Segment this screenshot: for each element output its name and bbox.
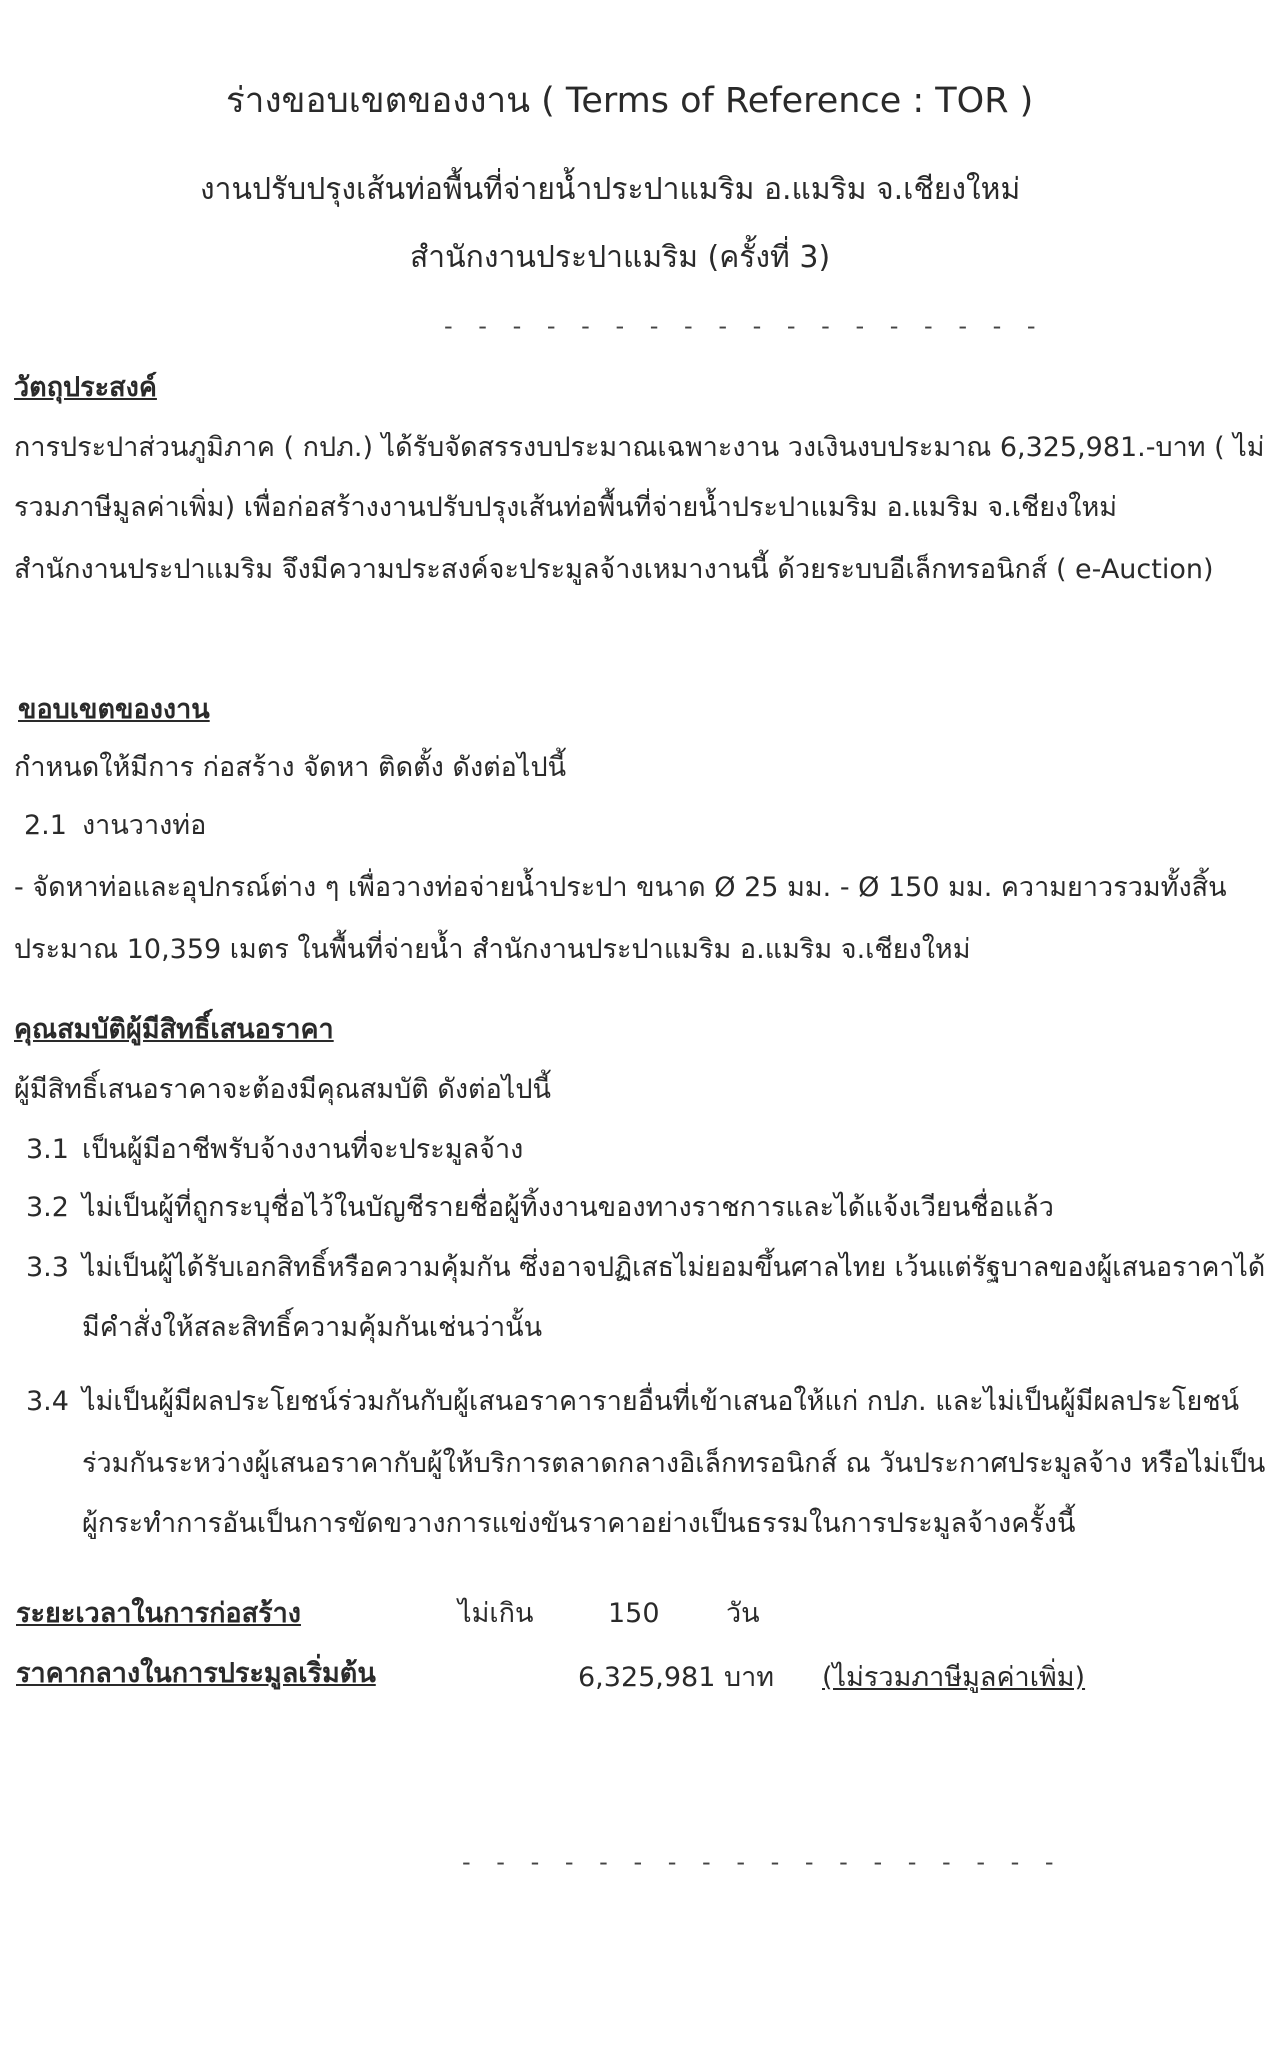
qualification-item-text: เป็นผู้มีอาชีพรับจ้างงานที่จะประมูลจ้าง — [82, 1134, 524, 1165]
scope-heading: ขอบเขตของงาน — [18, 694, 210, 725]
scope-item-number: 2.1 — [24, 810, 67, 841]
qualification-item-text: ไม่เป็นผู้ที่ถูกระบุชื่อไว้ในบัญชีรายชื่อผู้ทิ้งงานของทางราชการและได้แจ้งเวียนชื่อแล้ว — [82, 1192, 1054, 1223]
scope-line-2: ประมาณ 10,359 เมตร ในพื้นที่จ่ายน้ำ สำนักงานประปาแมริม อ.แมริม จ.เชียงใหม่ — [14, 934, 971, 965]
objective-line-2: รวมภาษีมูลค่าเพิ่ม) เพื่อก่อสร้างงานปรับปรุงเส้นท่อพื้นที่จ่ายน้ำประปาแมริม อ.แมริม จ.เชียงใหม่ — [14, 492, 1118, 523]
footer-divider: - - - - - - - - - - - - - - - - - - — [462, 1848, 1063, 1876]
document-office: สำนักงานประปาแมริม (ครั้งที่ 3) — [410, 240, 831, 275]
reference-price-value: 6,325,981 บาท — [578, 1662, 775, 1693]
scope-line-1: - จัดหาท่อและอุปกรณ์ต่าง ๆ เพื่อวางท่อจ่ายน้ำประปา ขนาด Ø 25 มม. - Ø 150 มม. ความยาวรวมทั้งสิ้น — [14, 872, 1227, 903]
qualification-intro: ผู้มีสิทธิ์เสนอราคาจะต้องมีคุณสมบัติ ดังต่อไปนี้ — [14, 1074, 551, 1105]
qualification-item-text: มีคำสั่งให้สละสิทธิ์ความคุ้มกันเช่นว่านั้น — [82, 1312, 543, 1343]
qualification-item-text: ผู้กระทำการอันเป็นการขัดขวางการแข่งขันราคาอย่างเป็นธรรมในการประมูลจ้างครั้งนี้ — [82, 1508, 1076, 1539]
qualification-item-number: 3.2 — [26, 1192, 69, 1223]
document-title: ร่างขอบเขตของงาน ( Terms of Reference : TOR ) — [226, 81, 1034, 121]
scope-item-label: งานวางท่อ — [82, 810, 207, 841]
scope-intro: กำหนดให้มีการ ก่อสร้าง จัดหา ติดตั้ง ดังต่อไปนี้ — [14, 752, 567, 783]
qualification-item-text: ไม่เป็นผู้มีผลประโยชน์ร่วมกันกับผู้เสนอราคารายอื่นที่เข้าเสนอให้แก่ กปภ. และไม่เป็นผู้มีผลประโยชน์ — [82, 1386, 1240, 1417]
document-subtitle: งานปรับปรุงเส้นท่อพื้นที่จ่ายน้ำประปาแมริม อ.แมริม จ.เชียงใหม่ — [200, 172, 1021, 207]
construction-period-prefix: ไม่เกิน — [458, 1598, 534, 1629]
construction-period-value: 150 — [608, 1598, 660, 1629]
qualification-item-number: 3.4 — [26, 1386, 69, 1417]
qualification-item-number: 3.1 — [26, 1134, 69, 1165]
qualification-item-text: ร่วมกันระหว่างผู้เสนอราคากับผู้ให้บริการตลาดกลางอิเล็กทรอนิกส์ ณ วันประกาศประมูลจ้าง หรือไม่เป็น — [82, 1448, 1266, 1479]
objective-line-3: สำนักงานประปาแมริม จึงมีความประสงค์จะประมูลจ้างเหมางานนี้ ด้วยระบบอีเล็กทรอนิกส์ ( e-Auction) — [14, 554, 1214, 585]
reference-price-note: (ไม่รวมภาษีมูลค่าเพิ่ม) — [822, 1662, 1086, 1693]
reference-price-label: ราคากลางในการประมูลเริ่มต้น — [16, 1658, 376, 1689]
objective-line-1: การประปาส่วนภูมิภาค ( กปภ.) ได้รับจัดสรรงบประมาณเฉพาะงาน วงเงินงบประมาณ 6,325,981.-บาท ( ไม่ — [14, 432, 1265, 463]
objective-heading: วัตถุประสงค์ — [14, 372, 157, 403]
header-divider: - - - - - - - - - - - - - - - - - - — [444, 312, 1045, 340]
qualification-item-number: 3.3 — [26, 1252, 69, 1283]
qualification-heading: คุณสมบัติผู้มีสิทธิ์เสนอราคา — [14, 1014, 334, 1045]
construction-period-label: ระยะเวลาในการก่อสร้าง — [16, 1598, 301, 1629]
construction-period-unit: วัน — [726, 1598, 760, 1629]
qualification-item-text: ไม่เป็นผู้ได้รับเอกสิทธิ์หรือความคุ้มกัน ซึ่งอาจปฏิเสธไม่ยอมขึ้นศาลไทย เว้นแต่รัฐบาลของผู้เสนอราคาได้ — [82, 1252, 1266, 1283]
